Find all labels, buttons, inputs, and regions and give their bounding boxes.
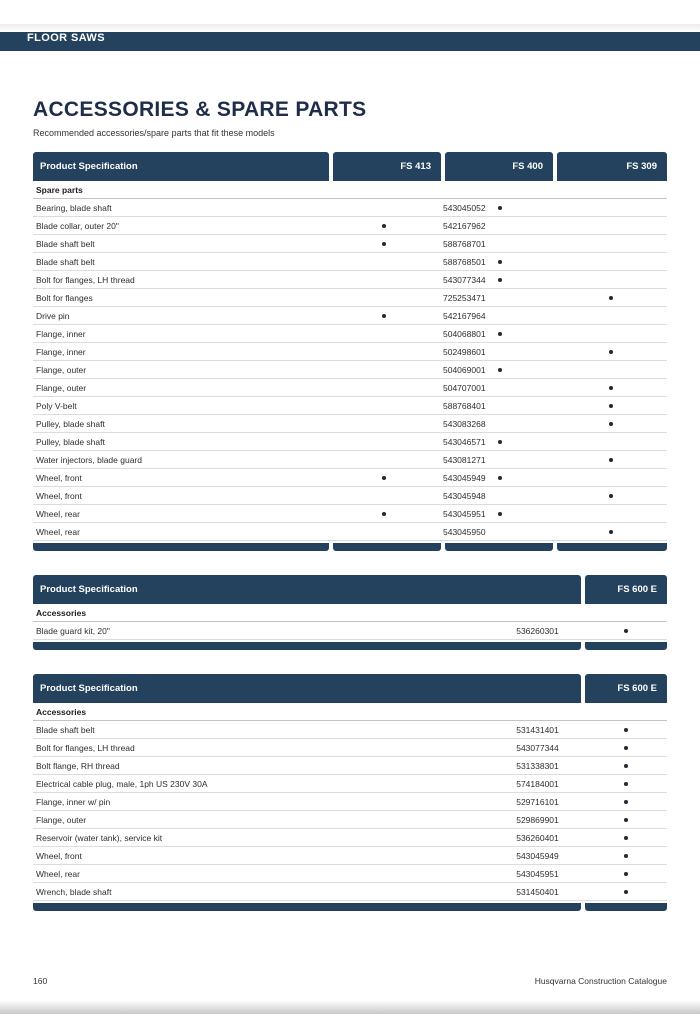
availability-cell [330, 505, 438, 522]
availability-dot [382, 224, 386, 228]
availability-cell [546, 469, 667, 486]
part-name: Blade shaft belt [36, 256, 95, 267]
availability-cell [330, 325, 438, 342]
table-footer-segment [585, 642, 667, 650]
table-row [33, 433, 667, 451]
part-name: Wrench, blade shaft [36, 886, 112, 897]
part-number: 504707001 [443, 382, 486, 393]
availability-cell [330, 361, 438, 378]
availability-cell [546, 433, 667, 450]
part-number: 588768501 [443, 256, 486, 267]
availability-dot [624, 746, 628, 750]
availability-cell [494, 451, 546, 468]
availability-cell [494, 505, 546, 522]
part-name: Blade collar, outer 20" [36, 220, 119, 231]
availability-cell [546, 487, 667, 504]
availability-cell [330, 451, 438, 468]
availability-cell [494, 199, 546, 216]
availability-cell [546, 325, 667, 342]
part-number: 543045951 [516, 868, 559, 879]
table-row [33, 361, 667, 379]
table-row [33, 325, 667, 343]
part-name: Flange, outer [36, 382, 87, 393]
page-title: ACCESSORIES & SPARE PARTS [33, 98, 367, 121]
availability-cell [546, 397, 667, 414]
column-header-model: FS 600 E [585, 674, 667, 703]
availability-cell [585, 829, 667, 846]
availability-cell [494, 343, 546, 360]
part-number: 543081271 [443, 454, 486, 465]
part-name: Flange, inner [36, 346, 86, 357]
availability-cell [330, 379, 438, 396]
part-name: Reservoir (water tank), service kit [36, 832, 163, 843]
table-row [33, 865, 667, 883]
part-number: 529716101 [516, 796, 559, 807]
catalogue-name: Husqvarna Construction Catalogue [534, 976, 667, 986]
availability-dot [624, 818, 628, 822]
availability-cell [546, 415, 667, 432]
availability-dot [624, 728, 628, 732]
part-name: Water injectors, blade guard [36, 454, 142, 465]
tables-area [33, 152, 667, 911]
part-number: 574184001 [516, 778, 559, 789]
table-footer-segment [33, 543, 329, 551]
availability-dot [624, 872, 628, 876]
availability-cell [546, 253, 667, 270]
availability-cell [330, 397, 438, 414]
section-label: Spare parts [33, 181, 667, 199]
table-row [33, 415, 667, 433]
availability-cell [585, 739, 667, 756]
availability-cell [494, 397, 546, 414]
availability-dot [609, 350, 613, 354]
availability-cell [494, 487, 546, 504]
availability-cell [494, 289, 546, 306]
part-number: 725253471 [443, 292, 486, 303]
table-row [33, 271, 667, 289]
availability-cell [585, 865, 667, 882]
availability-dot [609, 296, 613, 300]
availability-cell [494, 415, 546, 432]
availability-cell [494, 217, 546, 234]
part-name: Pulley, blade shaft [36, 418, 105, 429]
page-top-edge [0, 24, 700, 32]
table-footer-segment [333, 543, 441, 551]
part-name: Blade guard kit, 20" [36, 625, 110, 636]
availability-dot [624, 890, 628, 894]
availability-dot [382, 314, 386, 318]
availability-cell [494, 253, 546, 270]
column-header-model: FS 413 [333, 152, 441, 181]
section-label: Accessories [33, 703, 667, 721]
availability-dot [498, 206, 502, 210]
availability-dot [609, 386, 613, 390]
availability-cell [330, 415, 438, 432]
availability-cell [330, 307, 438, 324]
availability-dot [609, 404, 613, 408]
table-footer-bar [33, 543, 667, 551]
table-row [33, 505, 667, 523]
part-number: 543045951 [443, 508, 486, 519]
table-row [33, 469, 667, 487]
availability-cell [585, 721, 667, 738]
part-name: Bearing, blade shaft [36, 202, 112, 213]
table-footer-segment [33, 642, 581, 650]
availability-cell [494, 379, 546, 396]
part-name: Bolt for flanges, LH thread [36, 742, 135, 753]
part-number: 536260301 [516, 625, 559, 636]
availability-dot [609, 422, 613, 426]
table-footer-segment [585, 903, 667, 911]
part-number: 543046571 [443, 436, 486, 447]
part-name: Flange, outer [36, 364, 87, 375]
table-row [33, 487, 667, 505]
page-number: 160 [33, 976, 48, 986]
availability-cell [494, 433, 546, 450]
availability-cell [546, 289, 667, 306]
availability-cell [330, 433, 438, 450]
availability-cell [585, 622, 667, 639]
parts-table [33, 152, 667, 551]
table-footer-segment [445, 543, 553, 551]
availability-dot [498, 440, 502, 444]
table-row [33, 289, 667, 307]
availability-cell [546, 199, 667, 216]
table-row [33, 379, 667, 397]
availability-cell [330, 469, 438, 486]
table-row [33, 883, 667, 901]
part-name: Wheel, rear [36, 526, 80, 537]
part-name: Wheel, front [36, 850, 82, 861]
part-number: 529869901 [516, 814, 559, 825]
table-header [33, 575, 667, 604]
availability-cell [546, 451, 667, 468]
part-number: 543045950 [443, 526, 486, 537]
availability-cell [494, 307, 546, 324]
availability-dot [498, 476, 502, 480]
table-row [33, 622, 667, 640]
availability-cell [494, 325, 546, 342]
availability-cell [494, 235, 546, 252]
part-number: 543045052 [443, 202, 486, 213]
part-name: Wheel, front [36, 490, 82, 501]
part-number: 543045949 [516, 850, 559, 861]
table-footer-segment [557, 543, 667, 551]
availability-cell [330, 343, 438, 360]
part-name: Poly V-belt [36, 400, 77, 411]
table-row [33, 217, 667, 235]
column-header-model: FS 400 [445, 152, 553, 181]
part-number: 531450401 [516, 886, 559, 897]
part-number: 588768401 [443, 400, 486, 411]
table-row [33, 397, 667, 415]
table-footer-bar [33, 642, 667, 650]
availability-cell [546, 217, 667, 234]
availability-cell [585, 811, 667, 828]
part-name: Bolt for flanges [36, 292, 93, 303]
part-number: 536260401 [516, 832, 559, 843]
table-row [33, 199, 667, 217]
availability-cell [330, 289, 438, 306]
table-row [33, 847, 667, 865]
table-row [33, 739, 667, 757]
part-number: 542167962 [443, 220, 486, 231]
table-header [33, 674, 667, 703]
availability-dot [624, 800, 628, 804]
availability-cell [546, 505, 667, 522]
availability-cell [494, 271, 546, 288]
part-number: 543045948 [443, 490, 486, 501]
availability-cell [330, 271, 438, 288]
availability-cell [330, 253, 438, 270]
part-name: Flange, inner [36, 328, 86, 339]
part-name: Drive pin [36, 310, 70, 321]
section-band-label: FLOOR SAWS [27, 31, 105, 44]
availability-cell [546, 523, 667, 540]
part-number: 542167964 [443, 310, 486, 321]
availability-dot [382, 476, 386, 480]
part-name: Electrical cable plug, male, 1ph US 230V 30A [36, 778, 208, 789]
table-row [33, 793, 667, 811]
availability-dot [624, 629, 628, 633]
table-row [33, 307, 667, 325]
parts-table [33, 575, 667, 650]
column-header-product-specification: Product Specification [33, 674, 581, 703]
table-row [33, 343, 667, 361]
part-number: 531338301 [516, 760, 559, 771]
availability-cell [330, 217, 438, 234]
availability-dot [498, 260, 502, 264]
availability-cell [546, 379, 667, 396]
part-name: Bolt for flanges, LH thread [36, 274, 135, 285]
availability-dot [624, 764, 628, 768]
page-footer [33, 976, 667, 986]
table-header [33, 152, 667, 181]
availability-cell [494, 523, 546, 540]
section-label: Accessories [33, 604, 667, 622]
availability-dot [624, 836, 628, 840]
availability-cell [494, 361, 546, 378]
table-row [33, 451, 667, 469]
table-row [33, 775, 667, 793]
part-number: 543077344 [516, 742, 559, 753]
part-number: 543045949 [443, 472, 486, 483]
column-header-model: FS 309 [557, 152, 667, 181]
availability-cell [494, 469, 546, 486]
table-row [33, 829, 667, 847]
part-name: Pulley, blade shaft [36, 436, 105, 447]
availability-dot [498, 368, 502, 372]
column-header-product-specification: Product Specification [33, 152, 329, 181]
availability-cell [585, 757, 667, 774]
table-row [33, 523, 667, 541]
availability-dot [382, 242, 386, 246]
part-number: 504068801 [443, 328, 486, 339]
page-subtitle: Recommended accessories/spare parts that fit these models [33, 128, 275, 138]
part-name: Bolt flange, RH thread [36, 760, 120, 771]
part-name: Blade shaft belt [36, 238, 95, 249]
availability-dot [498, 278, 502, 282]
table-row [33, 235, 667, 253]
part-number: 543083268 [443, 418, 486, 429]
table-footer-segment [33, 903, 581, 911]
availability-cell [330, 523, 438, 540]
availability-cell [330, 199, 438, 216]
column-header-model: FS 600 E [585, 575, 667, 604]
part-number: 531431401 [516, 724, 559, 735]
availability-dot [609, 494, 613, 498]
availability-dot [382, 512, 386, 516]
part-name: Wheel, rear [36, 868, 80, 879]
availability-dot [609, 530, 613, 534]
page-bottom-edge [0, 1000, 700, 1014]
table-row [33, 253, 667, 271]
availability-cell [585, 847, 667, 864]
availability-dot [498, 332, 502, 336]
availability-cell [585, 793, 667, 810]
table-row [33, 811, 667, 829]
availability-cell [330, 235, 438, 252]
availability-cell [546, 343, 667, 360]
availability-dot [624, 782, 628, 786]
availability-dot [609, 458, 613, 462]
availability-cell [585, 883, 667, 900]
column-header-product-specification: Product Specification [33, 575, 581, 604]
availability-dot [498, 512, 502, 516]
availability-cell [546, 361, 667, 378]
table-footer-bar [33, 903, 667, 911]
part-number: 504069001 [443, 364, 486, 375]
part-name: Flange, inner w/ pin [36, 796, 111, 807]
availability-cell [546, 307, 667, 324]
availability-cell [546, 271, 667, 288]
availability-cell [330, 487, 438, 504]
part-number: 543077344 [443, 274, 486, 285]
table-row [33, 721, 667, 739]
page-content [0, 97, 700, 911]
part-number: 502498601 [443, 346, 486, 357]
part-name: Wheel, front [36, 472, 82, 483]
parts-table [33, 674, 667, 911]
availability-cell [585, 775, 667, 792]
availability-cell [546, 235, 667, 252]
part-name: Blade shaft belt [36, 724, 95, 735]
part-name: Flange, outer [36, 814, 87, 825]
availability-dot [624, 854, 628, 858]
table-row [33, 757, 667, 775]
part-name: Wheel, rear [36, 508, 80, 519]
part-number: 588768701 [443, 238, 486, 249]
